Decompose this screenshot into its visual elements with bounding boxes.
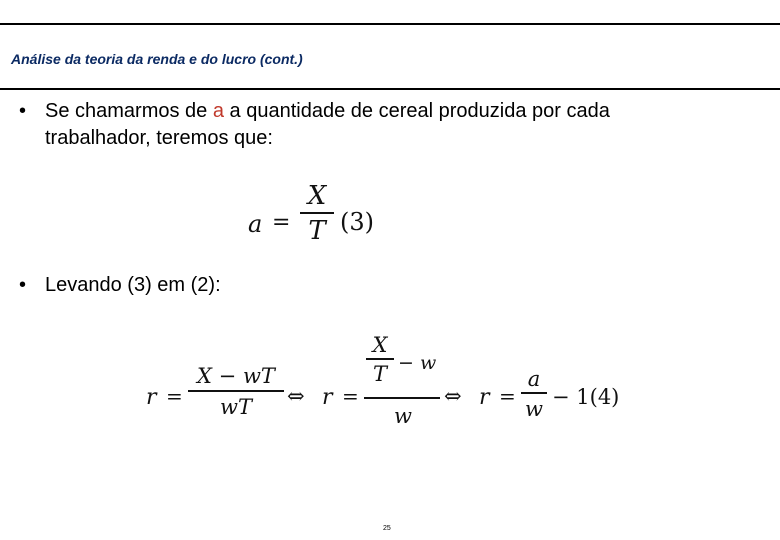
eq4-numerator-1: X − wT [197,364,275,388]
main-fraction-bar [364,397,440,399]
eq4-lhs-3: r [479,385,490,410]
eq4-minus-w: − w [398,352,437,374]
eq4-fraction-1 [188,362,284,422]
equivalence-icon: ⇔ [444,384,462,408]
eq3-fraction [300,180,334,248]
eq3-tag: (3) [340,208,374,236]
bullet-line-2: trabalhador, teremos que: [45,127,273,149]
bullet-marker: • [19,274,27,296]
eq3-numerator: X [307,181,327,211]
page-number: 25 [383,525,391,532]
title-underline-rule [0,88,780,90]
eq4-tail: − 1(4) [552,385,620,409]
eq4-inner-denominator: T [372,361,387,386]
eq4-equals-1: = [166,384,183,408]
bullet-item-definition [19,98,759,158]
eq4-denominator-1: wT [220,394,252,419]
eq4-denominator-3: w [525,396,543,421]
eq4-inner-fraction [366,332,394,388]
top-rule [0,23,780,25]
equivalence-icon: ⇔ [287,384,305,408]
bullet-text: Levando (3) em (2): [45,274,221,296]
bullet-line-1 [45,98,610,125]
eq3-lhs: a [248,210,263,238]
eq4-equals-2: = [342,384,359,408]
eq3-equals: = [272,210,291,235]
equation-3 [248,180,388,260]
eq4-lhs-2: r [322,385,333,410]
eq4-inner-numerator: X [372,333,388,357]
eq4-fraction-2 [364,330,440,435]
equation-4 [146,330,626,435]
eq3-denominator: T [308,215,326,246]
bullet-text-post: a quantidade de cereal produzida por cada [223,100,610,122]
eq4-equals-3: = [499,384,516,408]
eq4-numerator-3: a [527,367,541,391]
highlighted-variable: a [212,100,224,122]
eq4-fraction-3 [521,366,547,424]
eq4-lhs-1: r [146,385,157,410]
slide-title: Análise da teoria da renda e do lucro (cont.) [11,51,303,67]
eq4-denominator-2: w [394,404,412,428]
bullet-marker: • [19,100,27,122]
bullet-text-pre: Se chamarmos de [45,100,213,122]
bullet-item-substitution [19,272,419,302]
